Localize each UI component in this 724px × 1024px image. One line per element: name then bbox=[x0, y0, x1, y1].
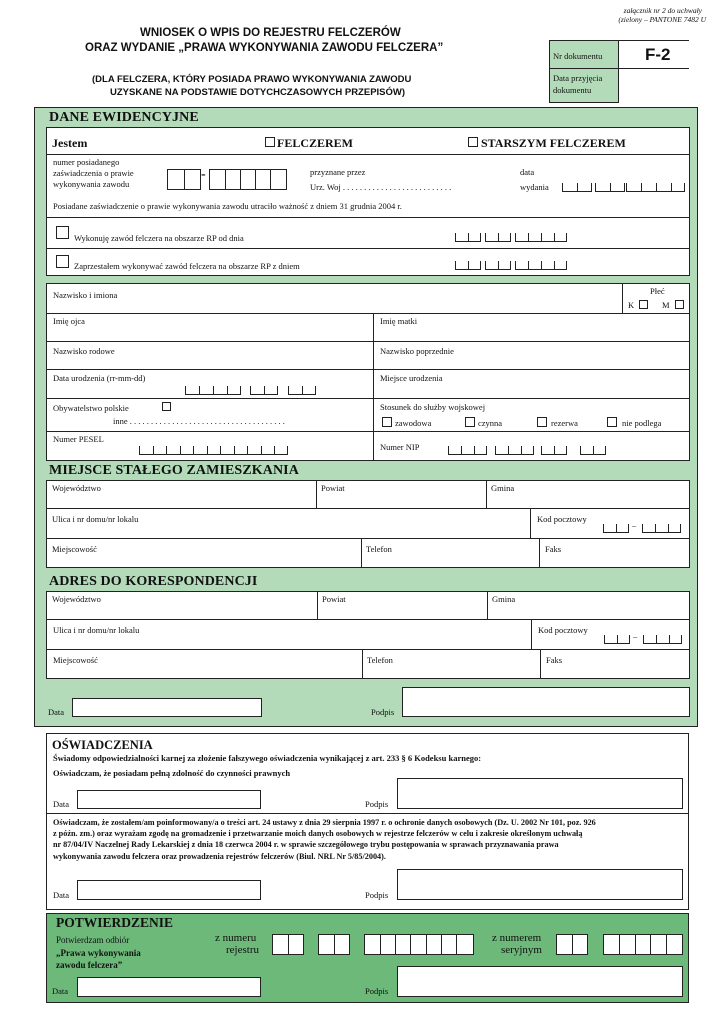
form-title-line1: WNIOSEK O WPIS DO REJESTRU FELCZERÓW bbox=[140, 27, 401, 39]
document-meta-box bbox=[549, 40, 689, 103]
divider bbox=[46, 813, 689, 814]
doc-code-cell bbox=[619, 41, 689, 69]
divider bbox=[46, 398, 690, 399]
kor-wojewodztwo-label: Województwo bbox=[52, 594, 101, 604]
divider bbox=[362, 649, 363, 679]
rodo-line4: wykonywania zawodu felczera oraz prowadzenia rejestrów felczerów (Biul. NRL Nr 5/85/2004). bbox=[53, 852, 386, 861]
data-urodzenia-dd[interactable] bbox=[288, 386, 316, 395]
rezerwa-label: rezerwa bbox=[551, 418, 578, 428]
divider bbox=[46, 508, 690, 509]
doc-nr-cell bbox=[550, 41, 619, 69]
z-numeru-label1: z numeru bbox=[215, 932, 257, 944]
kor-podpis-field[interactable] bbox=[402, 687, 690, 717]
potw-prawa-line2: zawodu felczera” bbox=[56, 960, 123, 970]
rodo-line1: Oświadczam, że zostałem/am poinformowany/a o treści art. 24 ustawy z dnia 29 sierpnia 1997 r. o ochronie danych osobowych (Dz. U. 2002 Nr 101, poz. 926 bbox=[53, 818, 596, 827]
osw-podpis2-field[interactable] bbox=[397, 869, 683, 900]
z-numerem-label1: z numerem bbox=[492, 932, 542, 944]
nr-zasw-label2: zaświadczenia o prawie bbox=[53, 168, 134, 178]
zam-kod-label: Kod pocztowy bbox=[537, 514, 587, 524]
przyznane-label: przyznane przez bbox=[310, 167, 366, 177]
czynna-checkbox[interactable] bbox=[465, 417, 475, 427]
nip-part3[interactable] bbox=[541, 446, 567, 455]
kor-miejscowosc-label: Miejscowość bbox=[53, 655, 98, 665]
zaprzestalem-label: Zaprzestałem wykonywać zawód felczera na obszarze RP z dniem bbox=[74, 261, 300, 271]
divider bbox=[46, 154, 690, 155]
wykonuje-date-dd[interactable] bbox=[515, 233, 567, 242]
nr-zasw-dash: - bbox=[201, 167, 206, 182]
nr-rejestru-part2[interactable] bbox=[318, 934, 350, 955]
nr-zasw-number-input[interactable] bbox=[209, 169, 287, 190]
divider bbox=[46, 619, 690, 620]
accept-date-label2: dokumentu bbox=[553, 85, 592, 95]
nie-podlega-label: nie podlega bbox=[622, 418, 662, 428]
z-numeru-label2: rejestru bbox=[226, 944, 259, 956]
kor-ulica-label: Ulica i nr domu/nr lokalu bbox=[53, 625, 140, 635]
nr-zasw-label3: wykonywania zawodu bbox=[53, 179, 130, 189]
form-title-line2: ORAZ WYDANIE „PRAWA WYKONYWANIA ZAWODU FELCZERA” bbox=[85, 42, 444, 54]
zam-kod-part2[interactable] bbox=[642, 524, 681, 533]
kor-kod-part1[interactable] bbox=[604, 635, 630, 644]
data-wydania-rr[interactable] bbox=[562, 183, 592, 192]
zawodowa-checkbox[interactable] bbox=[382, 417, 392, 427]
zam-wojewodztwo-label: Województwo bbox=[52, 483, 101, 493]
kor-podpis-label: Podpis bbox=[371, 707, 395, 717]
osw-data1-input[interactable] bbox=[77, 790, 261, 809]
zam-powiat-label: Powiat bbox=[321, 483, 345, 493]
wykonuje-date-rr[interactable] bbox=[455, 233, 481, 242]
felczer-checkbox[interactable] bbox=[265, 137, 275, 147]
divider bbox=[46, 341, 690, 342]
pesel-label: Numer PESEL bbox=[53, 434, 104, 444]
osw-data2-label: Data bbox=[53, 890, 70, 900]
imie-ojca-label: Imię ojca bbox=[53, 316, 85, 326]
nr-seryjny-part2[interactable] bbox=[603, 934, 683, 955]
form-subtitle-line2: UZYSKANE NA PODSTAWIE DOTYCHCZASOWYCH PRZEPISÓW) bbox=[110, 87, 406, 98]
zawodowa-label: zawodowa bbox=[395, 418, 432, 428]
divider bbox=[487, 591, 488, 619]
divider bbox=[622, 283, 623, 313]
annex-note: załącznik nr 2 do uchwały bbox=[623, 6, 702, 15]
plec-m-checkbox[interactable] bbox=[675, 300, 684, 309]
nie-podlega-checkbox[interactable] bbox=[607, 417, 617, 427]
stosunek-label: Stosunek do służby wojskowej bbox=[380, 402, 486, 412]
korespondencja-box bbox=[46, 591, 690, 679]
kor-gmina-label: Gmina bbox=[492, 594, 516, 604]
plec-m-label: M bbox=[662, 300, 670, 310]
felczer-label: FELCZEREM bbox=[277, 136, 354, 150]
rodo-line2: z późn. zm.) oraz wyrażam zgodę na gromadzenie i przetwarzanie moich danych osobowych w rejestrze felczerów w celu i zakresie określonym uchwałą bbox=[53, 829, 583, 838]
data-wydania-dd[interactable] bbox=[626, 183, 685, 192]
divider bbox=[46, 369, 690, 370]
potw-podpis-label: Podpis bbox=[365, 986, 389, 996]
divider bbox=[46, 431, 690, 432]
wydania-label: wydania bbox=[520, 182, 549, 192]
rodo-line3: nr 87/04/IV Naczelnej Rady Lekarskiej z dnia 18 czerwca 2004 r. w sprawie szczegółowego trybu postępowania w sprawach przyznawania prawa bbox=[53, 840, 559, 849]
osw-podpis1-field[interactable] bbox=[397, 778, 683, 809]
data-wydania-mm[interactable] bbox=[595, 183, 625, 192]
osw-data1-label: Data bbox=[53, 799, 70, 809]
kor-powiat-label: Powiat bbox=[322, 594, 346, 604]
kor-data-input[interactable] bbox=[72, 698, 262, 717]
kor-data-label: Data bbox=[48, 707, 65, 717]
divider bbox=[373, 313, 374, 461]
data-urodzenia-mm[interactable] bbox=[250, 386, 278, 395]
zaprzestalem-date-mm[interactable] bbox=[485, 261, 511, 270]
divider bbox=[540, 649, 541, 679]
kor-faks-label: Faks bbox=[546, 655, 563, 665]
divider bbox=[361, 538, 362, 568]
nr-rejestru-part3[interactable] bbox=[364, 934, 474, 955]
accept-date-field[interactable] bbox=[619, 69, 689, 103]
kor-kod-label: Kod pocztowy bbox=[538, 625, 588, 635]
divider bbox=[46, 313, 690, 314]
accept-date-cell bbox=[550, 69, 619, 103]
utracilo-note: Posiadane zaświadczenie o prawie wykonywania zawodu utraciło ważność z dniem 31 grudnia 2004 r. bbox=[53, 201, 402, 211]
divider bbox=[539, 538, 540, 568]
urz-woj-label: Urz. Woj . . . . . . . . . . . . . . . . . . . . . . . . . . bbox=[310, 182, 452, 192]
annex-color-note: (zielony – PANTONE 7482 U bbox=[618, 15, 706, 24]
divider bbox=[46, 538, 690, 539]
potwierdzenie-title: POTWIERDZENIE bbox=[56, 915, 174, 930]
plec-label: Płeć bbox=[650, 286, 665, 296]
nip-part1[interactable] bbox=[448, 446, 487, 455]
obywatelstwo-inne-label: inne . . . . . . . . . . . . . . . . . . . . . . . . . . . . . . . . . . . . . bbox=[113, 416, 285, 426]
oswiadczenia-line2: Oświadczam, że posiadam pełną zdolność do czynności prawnych bbox=[53, 768, 291, 778]
divider bbox=[46, 248, 690, 249]
miejsce-urodzenia-label: Miejsce urodzenia bbox=[380, 373, 443, 383]
nazwisko-poprzednie-label: Nazwisko poprzednie bbox=[380, 346, 454, 356]
wykonuje-date-mm[interactable] bbox=[485, 233, 511, 242]
osw-podpis1-label: Podpis bbox=[365, 799, 389, 809]
wykonuje-checkbox[interactable] bbox=[56, 226, 69, 239]
doc-code: F-2 bbox=[645, 45, 671, 64]
osw-podpis2-label: Podpis bbox=[365, 890, 389, 900]
nr-zasw-label1: numer posiadanego bbox=[53, 157, 120, 167]
rezerwa-checkbox[interactable] bbox=[537, 417, 547, 427]
starszy-felczer-label: STARSZYM FELCZEREM bbox=[481, 136, 626, 150]
oswiadczenia-title: OŚWIADCZENIA bbox=[52, 738, 153, 752]
nazwisko-rodowe-label: Nazwisko rodowe bbox=[53, 346, 115, 356]
zam-ulica-label: Ulica i nr domu/nr lokalu bbox=[52, 514, 139, 524]
nip-part4[interactable] bbox=[580, 446, 606, 455]
zamieszkanie-box bbox=[46, 480, 690, 568]
starszy-felczer-checkbox[interactable] bbox=[468, 137, 478, 147]
divider bbox=[317, 591, 318, 619]
nip-label: Numer NIP bbox=[380, 442, 420, 452]
potw-odbior-label: Potwierdzam odbiór bbox=[56, 935, 130, 945]
zaprzestalem-date-rr[interactable] bbox=[455, 261, 481, 270]
kor-telefon-label: Telefon bbox=[367, 655, 393, 665]
section-title-dane: DANE EWIDENCYJNE bbox=[49, 110, 199, 125]
zam-faks-label: Faks bbox=[545, 544, 562, 554]
divider bbox=[316, 480, 317, 508]
section-title-zamieszkanie: MIEJSCE STAŁEGO ZAMIESZKANIA bbox=[49, 463, 299, 478]
pesel-input[interactable] bbox=[139, 446, 288, 455]
accept-date-label1: Data przyjęcia bbox=[553, 73, 603, 83]
plec-k-checkbox[interactable] bbox=[639, 300, 648, 309]
kor-kod-dash: – bbox=[633, 631, 638, 641]
potw-data-label: Data bbox=[52, 986, 69, 996]
personal-data-box bbox=[46, 283, 690, 461]
potw-prawa-line1: „Prawa wykonywania bbox=[56, 948, 141, 958]
zam-kod-part1[interactable] bbox=[603, 524, 629, 533]
form-subtitle-line1: (DLA FELCZERA, KTÓRY POSIADA PRAWO WYKONYWANIA ZAWODU bbox=[92, 74, 412, 85]
plec-k-label: K bbox=[628, 300, 635, 310]
zaprzestalem-checkbox[interactable] bbox=[56, 255, 69, 268]
zaprzestalem-date-dd[interactable] bbox=[515, 261, 567, 270]
divider bbox=[530, 508, 531, 538]
divider bbox=[46, 649, 690, 650]
divider bbox=[531, 619, 532, 649]
imie-matki-label: Imię matki bbox=[380, 316, 418, 326]
nip-part2[interactable] bbox=[495, 446, 534, 455]
obywatelstwo-polskie-checkbox[interactable] bbox=[162, 402, 171, 411]
nr-seryjny-part1[interactable] bbox=[556, 934, 588, 955]
data-label: data bbox=[520, 167, 535, 177]
potw-data-input[interactable] bbox=[77, 977, 261, 997]
jestem-label: Jestem bbox=[52, 136, 88, 150]
czynna-label: czynna bbox=[478, 418, 503, 428]
nazwisko-imiona-label: Nazwisko i imiona bbox=[53, 290, 118, 300]
divider bbox=[46, 217, 690, 218]
doc-nr-label: Nr dokumentu bbox=[553, 51, 603, 61]
zam-miejscowosc-label: Miejscowość bbox=[52, 544, 97, 554]
potw-podpis-field[interactable] bbox=[397, 966, 683, 997]
osw-data2-input[interactable] bbox=[77, 880, 261, 900]
section-title-korespondencja: ADRES DO KORESPONDENCJI bbox=[49, 574, 258, 589]
zam-telefon-label: Telefon bbox=[366, 544, 392, 554]
z-numerem-label2: seryjnym bbox=[501, 944, 542, 956]
oswiadczenia-line1: Świadomy odpowiedzialności karnej za złożenie fałszywego oświadczenia wynikającej z art. 233 § 6 Kodeksu karnego: bbox=[53, 753, 482, 763]
data-urodzenia-label: Data urodzenia (rr-mm-dd) bbox=[53, 373, 146, 383]
zam-gmina-label: Gmina bbox=[491, 483, 515, 493]
divider bbox=[486, 480, 487, 508]
nr-zasw-prefix-input[interactable] bbox=[167, 169, 201, 190]
zam-kod-dash: – bbox=[632, 520, 637, 530]
wykonuje-label: Wykonuję zawód felczera na obszarze RP od dnia bbox=[74, 233, 244, 243]
nr-rejestru-part1[interactable] bbox=[272, 934, 304, 955]
kor-kod-part2[interactable] bbox=[643, 635, 682, 644]
obywatelstwo-label: Obywatelstwo polskie bbox=[53, 403, 129, 413]
data-urodzenia-rr[interactable] bbox=[185, 386, 241, 395]
